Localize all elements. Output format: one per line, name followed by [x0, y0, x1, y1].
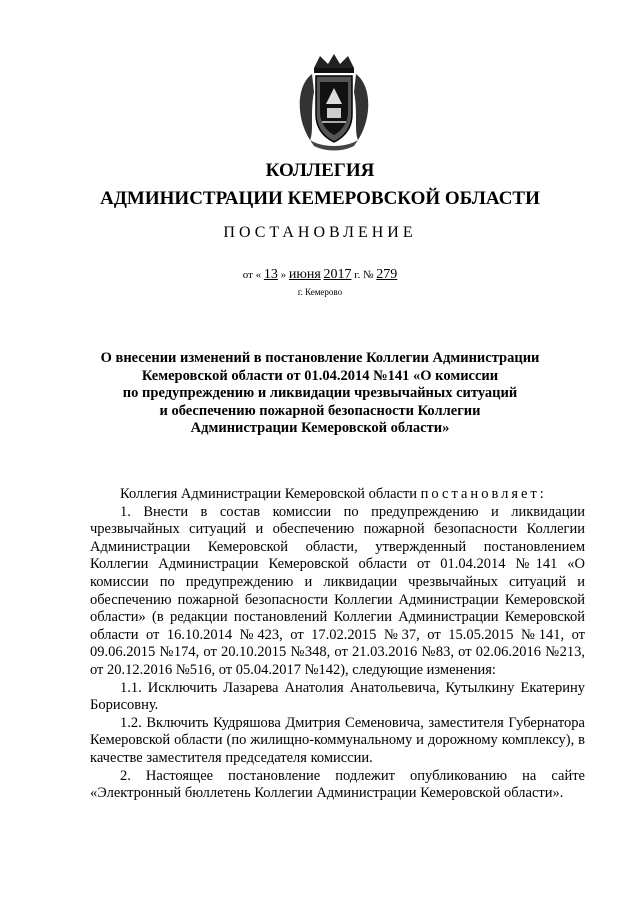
paragraph-1-1: 1.1. Исключить Лазарева Анатолия Анатольевича, Кутылкину Екатерину Борисовну. [90, 679, 585, 714]
document-type: ПОСТАНОВЛЕНИЕ [223, 224, 417, 241]
date-year: 2017 [323, 267, 352, 282]
year-suffix: г. [354, 269, 361, 281]
title-line: Кемеровской области от 01.04.2014 №141 «О комиссии [141, 367, 499, 384]
title-line: Администрации Кемеровской области» [190, 420, 450, 436]
org-name-line1: КОЛЛЕГИЯ [265, 160, 375, 181]
document-title [60, 350, 580, 438]
date-month: июня [288, 267, 321, 282]
intro-action: постановляет: [420, 486, 547, 502]
document-date-number [0, 267, 640, 283]
title-line: по предупреждению и ликвидации чрезвычайных ситуаций [122, 385, 518, 401]
paragraph-1: 1. Внести в состав комиссии по предупреждению и ликвидации чрезвычайных ситуаций и обеспечению пожарной безопасности Коллегии Администрации Кемеровской области, утвержденный постановлением Коллегии Администрации Кемеровской области от 01.04.2014 №141 «О комиссии по предупреждению и ликвидации чрезвычайных ситуаций и обеспечению пожарной безопасности Коллегии Администрации Кемеровской области» (в редакции постановлений Коллегии Администрации Кемеровской области от 16.10.2014 №423, от 17.02.2015 №37, от 15.05.2015 №141, от 09.06.2015 №174, от 20.10.2015 №348, от 21.03.2016 №83, от 02.06.2016 №213, от 20.12.2016 №516, от 05.04.2017 №142), следующие изменения: [90, 503, 585, 678]
document-number: 279 [376, 267, 398, 282]
paragraph-1-2: 1.2. Включить Кудряшова Дмитрия Семеновича, заместителя Губернатора Кемеровской области (по жилищно-коммунальному и дорожному комплексу), в качестве заместителя председателя комиссии. [90, 714, 585, 766]
paragraph-2: 2. Настоящее постановление подлежит опубликованию на сайте «Электронный бюллетень Коллегии Администрации Кемеровской области». [90, 767, 585, 802]
intro-text: Коллегия Администрации Кемеровской области [120, 486, 418, 502]
title-line: и обеспечению пожарной безопасности Коллегии [159, 402, 481, 419]
intro-paragraph [90, 486, 585, 504]
coat-of-arms-emblem [292, 52, 376, 152]
date-mid: » [280, 269, 287, 281]
city: г. Кемерово [297, 287, 343, 297]
org-name-line2: АДМИНИСТРАЦИИ КЕМЕРОВСКОЙ ОБЛАСТИ [100, 188, 540, 209]
document-body [90, 486, 585, 803]
number-prefix: № [363, 269, 374, 281]
date-day: 13 [263, 267, 278, 282]
date-prefix: от « [242, 269, 262, 281]
title-line: О внесении изменений в постановление Коллегии Администрации [100, 350, 540, 366]
